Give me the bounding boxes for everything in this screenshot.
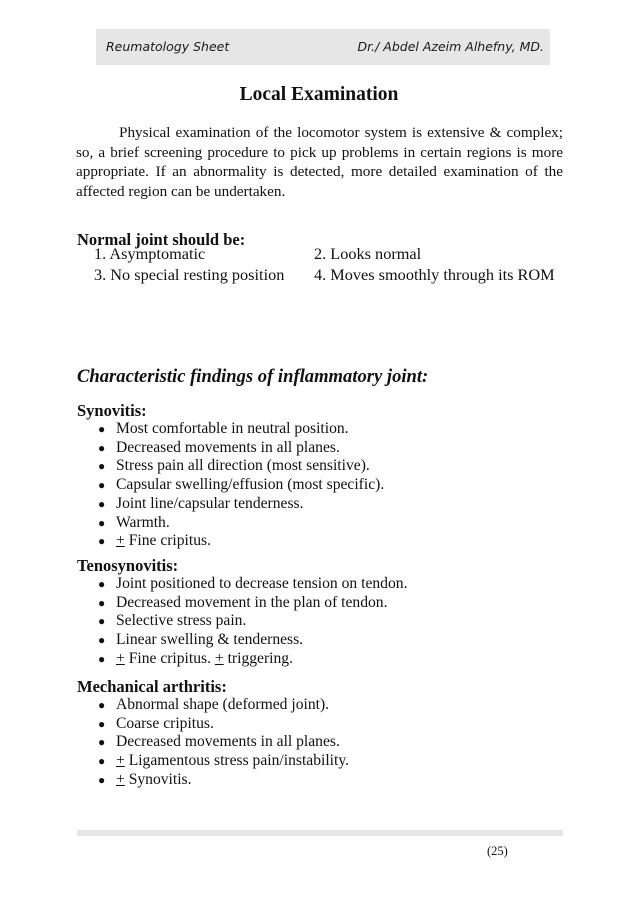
list-item: ● + Fine cripitus.: [98, 532, 211, 550]
plus-minus-symbol: +: [116, 770, 125, 788]
list-item: ● Selective stress pain.: [98, 612, 247, 630]
mechanical-arthritis-section: [77, 677, 349, 790]
tenosynovitis-list: [77, 575, 407, 669]
mechanical-arthritis-heading: Mechanical arthritis:: [77, 677, 227, 696]
list-item: ● Decreased movement in the plan of tendon.: [98, 593, 388, 611]
bullet-icon: ●: [98, 772, 106, 787]
bullet-icon: ●: [98, 614, 106, 629]
bullet-icon: ●: [98, 440, 106, 455]
bullet-icon: ●: [98, 698, 106, 712]
list-item: ● Most comfortable in neutral position.: [98, 420, 349, 437]
bullet-icon: ●: [98, 534, 106, 549]
list-item: ● Joint positioned to decrease tension on tendon.: [98, 575, 408, 592]
bullet-icon: ●: [98, 459, 106, 474]
bullet-icon: ●: [98, 735, 106, 750]
list-item: ● Warmth.: [98, 513, 170, 531]
plus-minus-symbol: +: [214, 649, 224, 667]
list-item: ● Coarse cripitus.: [98, 714, 214, 732]
list-item: ● + Synovitis.: [98, 770, 192, 788]
list-item: ● + Ligamentous stress pain/instability.: [98, 752, 350, 770]
bullet-icon: ●: [98, 633, 106, 648]
plus-minus-symbol: +: [116, 752, 125, 770]
mechanical-arthritis-list: [77, 696, 349, 790]
bullet-icon: ●: [98, 478, 106, 493]
tenosynovitis-heading: Tenosynovitis:: [77, 556, 179, 575]
bullet-icon: ●: [98, 422, 106, 436]
list-item: ● Stress pain all direction (most sensitive).: [98, 457, 370, 475]
tenosynovitis-section: [77, 556, 407, 669]
bullet-icon: ●: [98, 595, 106, 610]
normal-joint-item: 4. Moves smoothly through its ROM: [314, 265, 555, 284]
synovitis-section: [77, 401, 384, 551]
synovitis-heading: Synovitis:: [77, 401, 147, 420]
bullet-icon: ●: [98, 496, 106, 511]
page-header: [96, 29, 550, 65]
bullet-icon: ●: [98, 754, 106, 769]
list-item: ● Decreased movements in all planes.: [98, 733, 340, 751]
bullet-icon: ●: [98, 515, 106, 530]
normal-joint-item: 1. Asymptomatic: [94, 244, 206, 263]
bullet-icon: ●: [98, 651, 106, 666]
list-item: ● Linear swelling & tenderness.: [98, 631, 304, 649]
list-item: ● Decreased movements in all planes.: [98, 438, 340, 456]
plus-minus-symbol: +: [116, 532, 125, 550]
bullet-icon: ●: [98, 577, 106, 591]
list-item: ● + Fine cripitus. + triggering.: [98, 649, 293, 667]
bullet-icon: ●: [98, 716, 106, 731]
list-item: ● Joint line/capsular tenderness.: [98, 494, 304, 512]
page-number: (25): [487, 844, 508, 858]
normal-joint-item: 2. Looks normal: [314, 244, 422, 263]
header-sheet-title: Reumatology Sheet: [106, 39, 230, 54]
normal-joint-heading: Normal joint should be:: [77, 230, 246, 249]
list-item: ● Capsular swelling/effusion (most specific).: [98, 476, 385, 494]
list-item: ● Abnormal shape (deformed joint).: [98, 696, 330, 713]
header-author: Dr./ Abdel Azeim Alhefny, MD.: [357, 39, 544, 54]
page-title: Local Examination: [239, 84, 399, 105]
plus-minus-symbol: +: [116, 649, 125, 667]
normal-joint-item: 3. No special resting position: [94, 265, 285, 284]
footer-divider: [77, 830, 563, 836]
intro-paragraph: Physical examination of the locomotor system is extensive & complex; so, a brief screening procedure to pick up problems in certain regions is more appropriate. If an abnormality is detected, more detailed examination of the affected region can be undertaken.: [76, 124, 563, 200]
inflammatory-findings-heading: Characteristic findings of inflammatory joint:: [77, 366, 429, 387]
synovitis-list: [77, 420, 384, 551]
